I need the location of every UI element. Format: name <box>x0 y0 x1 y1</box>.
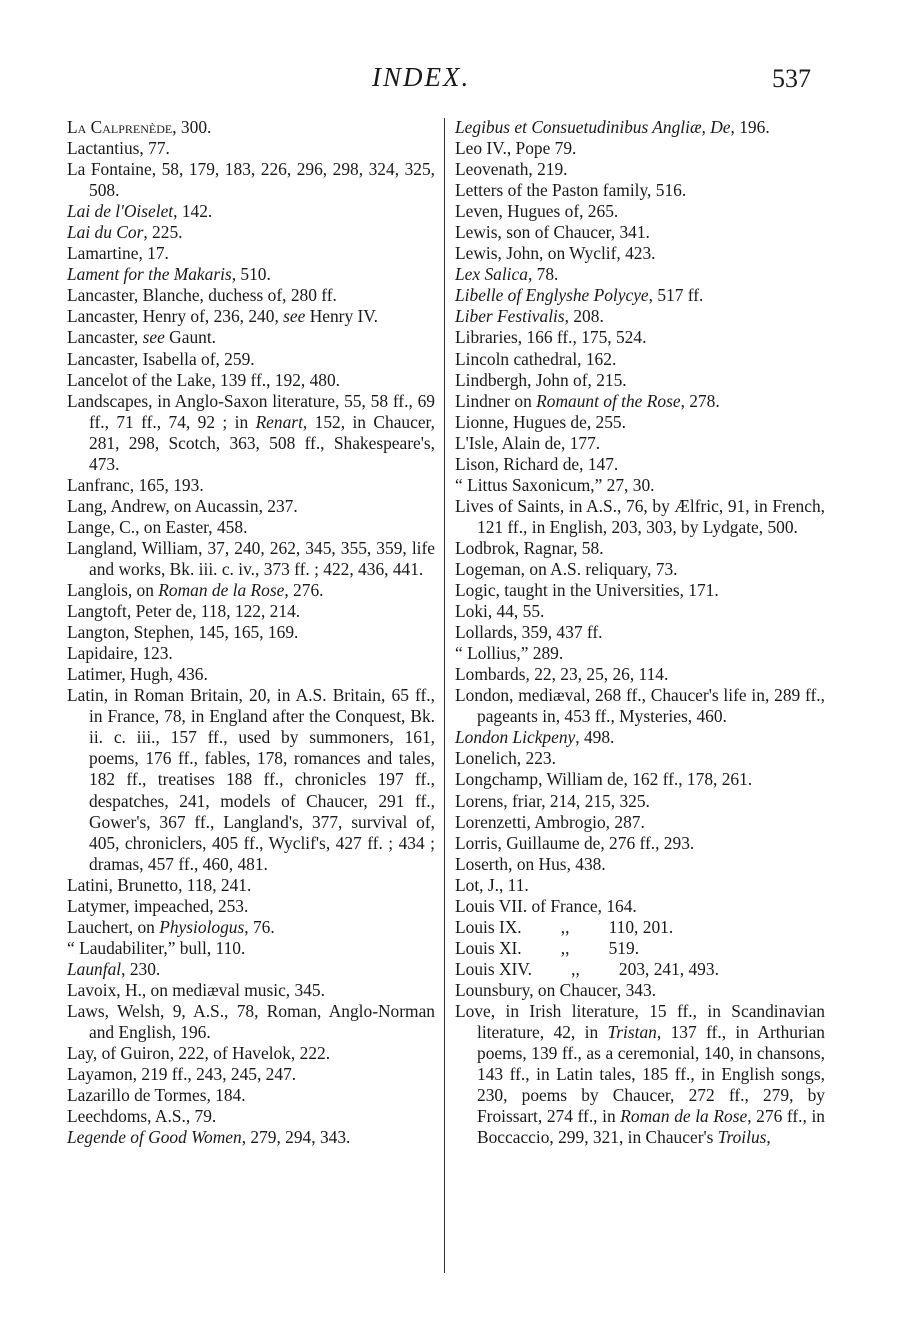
entry-text: Langtoft, Peter de, 118, 122, 214. <box>67 601 301 622</box>
entry-title-italic: Lai du Cor <box>67 222 144 243</box>
entry-text: Langton, Stephen, 145, 165, 169. <box>67 622 299 643</box>
entry-text: , 279, 294, 343. <box>241 1127 351 1148</box>
index-entry <box>67 264 435 285</box>
entry-text: Latini, Brunetto, 118, 241. <box>67 874 252 895</box>
index-entry <box>455 475 825 496</box>
entry-title-italic: Tristan <box>607 1022 657 1043</box>
entry-title-italic: Lex Salica <box>455 264 528 285</box>
entry-text: Lavoix, H., on mediæval music, 345. <box>67 979 325 1000</box>
entry-text: Lactantius, 77. <box>67 138 170 159</box>
index-entry <box>67 327 435 348</box>
entry-text: , 300. <box>172 117 212 137</box>
entry-text: Lives of Saints, in A.S., 76, by Ælfric, 91, in French, 121 ff., in English, 203, 303, by Lydgate, 500. <box>455 495 825 537</box>
entry-text: Logeman, on A.S. reliquary, 73. <box>455 558 678 579</box>
entry-text: Langland, William, 37, 240, 262, 345, 355, 359, life and works, Bk. iii. c. iv., 373 ff. ; 422, 436, 441. <box>67 537 435 579</box>
index-entry <box>67 538 435 580</box>
index-entry <box>455 812 825 833</box>
entry-title-italic: Legibus et Consuetudinibus Angliæ, De <box>455 117 731 137</box>
entry-text: Lauchert, on <box>67 916 160 937</box>
entry-text: , 152, in Chaucer, 281, 298, Scotch, 363, 508 ff., Shakespeare's, 473. <box>89 411 435 474</box>
index-entry <box>455 622 825 643</box>
index-entry <box>67 980 435 1001</box>
index-entry <box>455 496 825 538</box>
entry-text: Love, in Irish literature, 15 ff., in Scandinavian literature, 42, in <box>455 1000 825 1043</box>
index-entry <box>67 117 435 138</box>
index-entry <box>455 264 825 285</box>
index-entry <box>455 854 825 875</box>
entry-title-italic: Legende of Good Women <box>67 1127 242 1148</box>
entry-text: Loki, 44, 55. <box>455 601 545 622</box>
index-entry <box>67 222 435 243</box>
entry-text: Lewis, son of Chaucer, 341. <box>455 222 650 243</box>
entry-title-italic: Troilus <box>717 1127 767 1148</box>
entry-text: Lancaster, Blanche, duchess of, 280 ff. <box>67 285 337 306</box>
entry-text: “ Laudabiliter,” bull, 110. <box>67 937 246 958</box>
entry-title-italic: Renart <box>255 411 303 432</box>
entry-text: “ Lollius,” 289. <box>455 643 564 664</box>
entry-text: Louis XIV. ,, 203, 241, 493. <box>455 958 719 979</box>
index-entry <box>455 327 825 348</box>
index-entry <box>455 370 825 391</box>
entry-text: Lodbrok, Ragnar, 58. <box>455 537 604 558</box>
entry-text: Loserth, on Hus, 438. <box>455 853 606 874</box>
index-entry <box>455 875 825 896</box>
index-entry <box>455 454 825 475</box>
entry-text: , 510. <box>231 264 271 285</box>
index-column-left <box>67 117 435 1148</box>
index-entry <box>455 138 825 159</box>
entry-title-italic: Libelle of Englyshe Polycye <box>455 285 649 306</box>
entry-text: Letters of the Paston family, 516. <box>455 180 687 201</box>
index-entry <box>455 601 825 622</box>
entry-text: Lay, of Guiron, 222, of Havelok, 222. <box>67 1043 331 1064</box>
index-entry <box>67 938 435 959</box>
index-entry <box>67 622 435 643</box>
index-entry <box>67 1001 435 1043</box>
page-header <box>0 62 900 102</box>
index-entry <box>67 201 435 222</box>
entry-title-italic: Physiologus <box>159 916 245 937</box>
entry-text: Lancaster, Isabella of, 259. <box>67 348 255 369</box>
index-entry <box>67 306 435 327</box>
entry-text: Lombards, 22, 23, 25, 26, 114. <box>455 664 669 685</box>
entry-text: Lancaster, <box>67 327 143 348</box>
index-entry <box>455 306 825 327</box>
entry-title-italic: Lament for the Makaris <box>67 264 232 285</box>
index-entry <box>455 180 825 201</box>
index-entry <box>455 349 825 370</box>
entry-text: Lollards, 359, 437 ff. <box>455 622 603 643</box>
index-entry <box>67 580 435 601</box>
entry-text: Lewis, John, on Wyclif, 423. <box>455 243 656 264</box>
entry-text: Lancelot of the Lake, 139 ff., 192, 480. <box>67 369 341 390</box>
entry-text: Lonelich, 223. <box>455 748 556 769</box>
index-entry <box>455 201 825 222</box>
index-entry <box>455 896 825 917</box>
entry-text: Logic, taught in the Universities, 171. <box>455 580 719 601</box>
entry-text: Lorenzetti, Ambrogio, 287. <box>455 811 645 832</box>
index-entry <box>455 664 825 685</box>
index-entry <box>67 496 435 517</box>
page-number: 537 <box>772 64 811 93</box>
entry-text: Louis XI. ,, 519. <box>455 937 640 958</box>
entry-text: , <box>766 1127 771 1148</box>
entry-text: , 142. <box>173 201 213 222</box>
entry-text: London, mediæval, 268 ff., Chaucer's life in, 289 ff., pageants in, 453 ff., Mysteries, 460. <box>455 685 825 727</box>
entry-text: Leven, Hugues of, 265. <box>455 201 619 222</box>
entry-text: Lounsbury, on Chaucer, 343. <box>455 979 657 1000</box>
index-entry <box>67 1127 435 1148</box>
index-entry <box>67 896 435 917</box>
entry-text: , 230. <box>121 958 161 979</box>
entry-text: Leechdoms, A.S., 79. <box>67 1106 217 1127</box>
index-entry <box>67 1106 435 1127</box>
entry-text: , 276. <box>284 580 324 601</box>
index-entry <box>67 959 435 980</box>
entry-text: Lang, Andrew, on Aucassin, 237. <box>67 495 298 516</box>
entry-text: “ Littus Saxonicum,” 27, 30. <box>455 474 655 495</box>
index-entry <box>67 391 435 475</box>
entry-text: , 78. <box>527 264 559 285</box>
entry-text: Langlois, on <box>67 580 159 601</box>
entry-text: Gaunt. <box>164 327 217 348</box>
entry-text: Lange, C., on Easter, 458. <box>67 516 248 537</box>
entry-text: Landscapes, in Anglo-Saxon literature, 55, 58 ff., 69 ff., 71 ff., 74, 92 ; in <box>67 390 435 432</box>
entry-title-italic: Romaunt of the Rose <box>536 390 681 411</box>
index-entry <box>455 791 825 812</box>
index-entry <box>67 159 435 201</box>
entry-text: Louis VII. of France, 164. <box>455 895 637 916</box>
entry-text: La Fontaine, 58, 179, 183, 226, 296, 298, 324, 325, 508. <box>67 159 435 201</box>
entry-title-italic: Launfal <box>67 958 122 979</box>
index-entry <box>455 538 825 559</box>
index-entry <box>455 580 825 601</box>
index-entry <box>67 138 435 159</box>
index-entry <box>455 243 825 264</box>
entry-text: Lamartine, 17. <box>67 243 169 264</box>
index-entry <box>67 475 435 496</box>
entry-text: Longchamp, William de, 162 ff., 178, 261. <box>455 769 753 790</box>
index-entry <box>67 664 435 685</box>
index-column-right <box>455 117 825 1148</box>
index-entry <box>455 980 825 1001</box>
entry-text: Lorens, friar, 214, 215, 325. <box>455 790 650 811</box>
entry-text: Laws, Welsh, 9, A.S., 78, Roman, Anglo-Norman and English, 196. <box>67 1000 435 1043</box>
index-entry <box>67 517 435 538</box>
index-entry <box>455 685 825 727</box>
entry-text: Lionne, Hugues de, 255. <box>455 411 626 432</box>
entry-text: Leovenath, 219. <box>455 159 568 180</box>
entry-text: Lorris, Guillaume de, 276 ff., 293. <box>455 832 695 853</box>
index-entry <box>455 117 825 138</box>
index-entry <box>455 222 825 243</box>
index-entry <box>455 285 825 306</box>
entry-text: , 137 ff., in Arthurian poems, 139 ff., as a ceremonial, 140, in chansons, 143 ff., in Latin tales, 185 ff., in English songs, 230, poems by Chaucer, 272 ff., 279, by Froissart, 274 ff., in <box>477 1022 825 1127</box>
index-entry <box>455 559 825 580</box>
entry-text: Lancaster, Henry of, 236, 240, <box>67 306 284 327</box>
entry-title-italic: Lai de l'Oiselet <box>67 201 174 222</box>
index-entry <box>67 917 435 938</box>
entry-text: , 278. <box>680 390 720 411</box>
index-entry <box>455 159 825 180</box>
index-entry <box>455 769 825 790</box>
entry-text: Lot, J., 11. <box>455 874 529 895</box>
index-entry <box>455 917 825 938</box>
index-entry <box>455 643 825 664</box>
entry-title-italic: Roman de la Rose <box>158 580 285 601</box>
entry-text: Lincoln cathedral, 162. <box>455 348 617 369</box>
entry-text: Libraries, 166 ff., 175, 524. <box>455 327 647 348</box>
index-entry <box>67 285 435 306</box>
entry-text: Lanfranc, 165, 193. <box>67 474 204 495</box>
index-entry <box>455 833 825 854</box>
index-entry <box>67 349 435 370</box>
index-entry <box>67 1085 435 1106</box>
entry-title-italic: Liber Festivalis <box>455 306 565 327</box>
index-entry <box>67 601 435 622</box>
entry-text: Latin, in Roman Britain, 20, in A.S. Britain, 65 ff., in France, 78, in England after the Conquest, Bk. ii. c. iii., 157 ff., used by summoners, 161, poems, 176 ff., fables, 178, romances and tales, 182 ff., treatises 188 ff., chronicles 197 ff., despatches, 241, models of Chaucer, 291 ff., Gower's, 367 ff., Langland's, 377, survival of, 405, chroniclers, 405 ff., Wyclif's, 427 ff. ; 434 ; dramas, 457 ff., 460, 481. <box>67 685 435 874</box>
entry-text: Layamon, 219 ff., 243, 245, 247. <box>67 1064 297 1085</box>
entry-title-italic: see <box>283 306 306 327</box>
index-entry <box>455 391 825 412</box>
entry-text: , 76. <box>244 916 275 937</box>
index-entry <box>67 875 435 896</box>
entry-text: Lindner on <box>455 390 537 411</box>
index-entry <box>455 727 825 748</box>
index-entry <box>67 243 435 264</box>
entry-text: Lazarillo de Tormes, 184. <box>67 1085 246 1106</box>
entry-text: , 196. <box>730 117 770 137</box>
entry-text: Lison, Richard de, 147. <box>455 453 619 474</box>
index-entry <box>67 1043 435 1064</box>
index-entry <box>455 938 825 959</box>
entry-text: , 208. <box>564 306 604 327</box>
index-entry <box>67 685 435 874</box>
entry-title-italic: London Lickpeny <box>455 727 576 748</box>
index-entry <box>67 1064 435 1085</box>
column-divider <box>444 118 445 1273</box>
entry-text: , 276 ff., in Boccaccio, 299, 321, in Chaucer's <box>477 1106 826 1148</box>
index-entry <box>67 370 435 391</box>
entry-text: Henry IV. <box>305 306 378 327</box>
index-entry <box>455 748 825 769</box>
entry-text: , 225. <box>143 222 183 243</box>
entry-text: , 498. <box>575 727 615 748</box>
entry-title-italic: Roman de la Rose <box>620 1106 748 1127</box>
entry-text: Lindbergh, John of, 215. <box>455 369 627 390</box>
index-entry <box>455 433 825 454</box>
index-entry <box>455 1001 825 1148</box>
index-entry <box>455 412 825 433</box>
index-entry <box>455 959 825 980</box>
entry-title-italic: see <box>142 327 165 348</box>
index-entry <box>67 643 435 664</box>
entry-text: Lapidaire, 123. <box>67 643 173 664</box>
entry-text: L'Isle, Alain de, 177. <box>455 432 601 453</box>
entry-text: Leo IV., Pope 79. <box>455 138 577 159</box>
entry-text: La Calprenède <box>67 117 173 137</box>
entry-text: Latymer, impeached, 253. <box>67 895 249 916</box>
entry-text: Latimer, Hugh, 436. <box>67 664 208 685</box>
running-title: INDEX. <box>372 62 471 92</box>
entry-text: Louis IX. ,, 110, 201. <box>455 916 674 937</box>
entry-text: , 517 ff. <box>648 285 704 306</box>
